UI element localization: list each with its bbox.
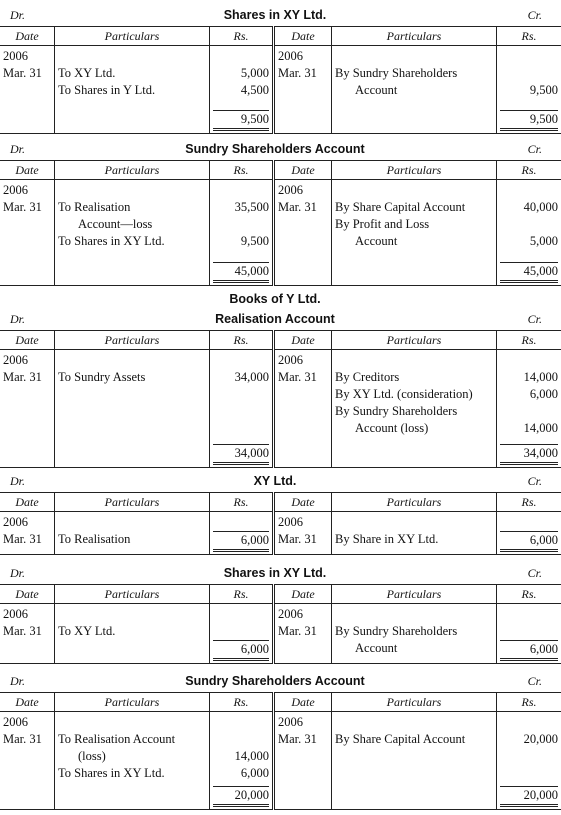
account-title: Sundry Shareholders Account <box>185 142 365 156</box>
amount: 9,500 <box>240 234 269 248</box>
particular: Account <box>355 83 398 97</box>
rs-header: Rs. <box>497 27 561 46</box>
rs-header: Rs. <box>210 27 274 46</box>
cr-label: Cr. <box>527 566 542 580</box>
account-header <box>0 672 550 692</box>
year: 2006 <box>278 49 303 63</box>
credit-particulars <box>332 46 497 108</box>
particular: By Profit and Loss <box>335 217 430 231</box>
credit-date <box>274 350 332 442</box>
column-headers <box>0 493 561 512</box>
account-header <box>0 140 550 160</box>
debit-amounts <box>210 350 274 442</box>
dr-label: Dr. <box>10 674 26 688</box>
debit-amounts <box>210 180 274 260</box>
year: 2006 <box>278 715 303 729</box>
year: 2006 <box>3 353 28 367</box>
particular: To XY Ltd. <box>58 66 116 80</box>
particular: By Sundry Shareholders <box>335 66 458 80</box>
rs-header: Rs. <box>210 161 274 180</box>
total-row <box>0 108 561 134</box>
particular: By Creditors <box>335 370 400 384</box>
credit-amounts <box>497 180 561 260</box>
total-debit: 45,000 <box>213 262 269 283</box>
total-row <box>0 260 561 286</box>
day: Mar. 31 <box>278 200 317 214</box>
column-headers <box>0 585 561 604</box>
rs-header: Rs. <box>497 585 561 604</box>
particular: By Sundry Shareholders <box>335 624 458 638</box>
debit-date <box>0 46 55 108</box>
amount: 9,500 <box>529 83 558 97</box>
column-headers <box>0 693 561 712</box>
amount: 40,000 <box>523 200 558 214</box>
account-sundry-shareholders-2 <box>0 672 558 810</box>
particulars-header: Particulars <box>55 585 210 604</box>
account-header <box>0 310 550 330</box>
rs-header: Rs. <box>210 331 274 350</box>
particular: By Sundry Shareholders <box>335 404 458 418</box>
particular: Account <box>355 234 398 248</box>
column-headers <box>0 161 561 180</box>
date-header: Date <box>0 493 55 512</box>
column-headers <box>0 27 561 46</box>
amount: 6,000 <box>213 531 269 552</box>
rs-header: Rs. <box>497 493 561 512</box>
date-header: Date <box>274 331 332 350</box>
ledger-table <box>0 492 561 555</box>
date-header: Date <box>0 161 55 180</box>
particular: To Shares in Y Ltd. <box>58 83 156 97</box>
ledger-table <box>0 330 561 468</box>
rs-header: Rs. <box>497 331 561 350</box>
total-debit: 9,500 <box>213 110 269 131</box>
debit-amounts <box>210 512 274 555</box>
particular: By Share Capital Account <box>335 200 466 214</box>
debit-amounts <box>210 604 274 664</box>
particulars-header: Particulars <box>332 161 497 180</box>
total-debit: 34,000 <box>213 444 269 465</box>
date-header: Date <box>0 27 55 46</box>
day: Mar. 31 <box>278 624 317 638</box>
particular: To Realisation Account <box>58 732 176 746</box>
account-header <box>0 6 550 26</box>
account-realisation <box>0 310 558 468</box>
total-credit: 34,000 <box>500 444 558 465</box>
credit-amounts <box>497 512 561 555</box>
date-header: Date <box>0 585 55 604</box>
debit-particulars <box>55 350 210 442</box>
account-title: Sundry Shareholders Account <box>185 674 365 688</box>
particular: By Share Capital Account <box>335 732 466 746</box>
year: 2006 <box>3 183 28 197</box>
particulars-header: Particulars <box>55 331 210 350</box>
account-xy-ltd <box>0 472 558 555</box>
year: 2006 <box>278 607 303 621</box>
particular: To Sundry Assets <box>58 370 146 384</box>
account-shares-in-xy-1 <box>0 6 558 134</box>
amount: 6,000 <box>240 766 269 780</box>
entry-row <box>0 46 561 108</box>
dr-label: Dr. <box>10 142 26 156</box>
rs-header: Rs. <box>497 161 561 180</box>
entry-row <box>0 180 561 260</box>
particulars-header: Particulars <box>55 693 210 712</box>
account-shares-in-xy-2 <box>0 564 558 664</box>
cr-label: Cr. <box>527 674 542 688</box>
particular: Account (loss) <box>355 421 429 435</box>
date-header: Date <box>0 331 55 350</box>
particulars-header: Particulars <box>332 27 497 46</box>
date-header: Date <box>274 27 332 46</box>
amount: 34,000 <box>234 370 269 384</box>
credit-amounts <box>497 46 561 108</box>
entry-row <box>0 512 561 555</box>
year: 2006 <box>278 183 303 197</box>
total-credit: 20,000 <box>500 786 558 807</box>
particulars-header: Particulars <box>55 27 210 46</box>
particulars-header: Particulars <box>55 161 210 180</box>
amount: 6,000 <box>500 531 558 552</box>
amount: 14,000 <box>523 421 558 435</box>
day: Mar. 31 <box>3 370 42 384</box>
cr-label: Cr. <box>527 474 542 488</box>
credit-date <box>274 604 332 664</box>
debit-amounts <box>210 46 274 108</box>
date-header: Date <box>274 693 332 712</box>
particulars-header: Particulars <box>55 493 210 512</box>
particulars-header: Particulars <box>332 693 497 712</box>
particular: By Share in XY Ltd. <box>335 532 439 546</box>
year: 2006 <box>278 515 303 529</box>
total-credit: 45,000 <box>500 262 558 283</box>
rs-header: Rs. <box>210 693 274 712</box>
debit-particulars <box>55 46 210 108</box>
cr-label: Cr. <box>527 8 542 22</box>
cr-label: Cr. <box>527 312 542 326</box>
cr-label: Cr. <box>527 142 542 156</box>
debit-date <box>0 180 55 260</box>
date-header: Date <box>0 693 55 712</box>
year: 2006 <box>278 353 303 367</box>
entry-row <box>0 712 561 785</box>
particular: (loss) <box>78 749 106 763</box>
amount: 6,000 <box>213 640 269 661</box>
rs-header: Rs. <box>210 493 274 512</box>
debit-date <box>0 712 55 785</box>
particulars-header: Particulars <box>332 331 497 350</box>
amount: 6,000 <box>529 387 558 401</box>
day: Mar. 31 <box>278 66 317 80</box>
date-header: Date <box>274 493 332 512</box>
credit-date <box>274 46 332 108</box>
debit-date <box>0 512 55 555</box>
books-heading: Books of Y Ltd. <box>229 292 321 306</box>
amount: 4,500 <box>240 83 269 97</box>
particular: Account—loss <box>78 217 153 231</box>
particular: To Realisation <box>58 532 131 546</box>
credit-particulars <box>332 512 497 555</box>
ledger-table <box>0 26 561 134</box>
total-credit: 9,500 <box>500 110 558 131</box>
account-header <box>0 564 550 584</box>
account-header <box>0 472 550 492</box>
credit-particulars <box>332 604 497 664</box>
debit-amounts <box>210 712 274 785</box>
particular: To Realisation <box>58 200 131 214</box>
ledger-table <box>0 692 561 810</box>
particular: To Shares in XY Ltd. <box>58 766 165 780</box>
account-title: Realisation Account <box>215 312 335 326</box>
rs-header: Rs. <box>210 585 274 604</box>
column-headers <box>0 331 561 350</box>
account-title: Shares in XY Ltd. <box>223 566 327 580</box>
amount: 14,000 <box>234 749 269 763</box>
amount: 6,000 <box>500 640 558 661</box>
amount: 14,000 <box>523 370 558 384</box>
amount: 35,500 <box>234 200 269 214</box>
account-title: Shares in XY Ltd. <box>223 8 327 22</box>
account-title: XY Ltd. <box>253 474 297 488</box>
debit-particulars <box>55 712 210 785</box>
year: 2006 <box>3 515 28 529</box>
day: Mar. 31 <box>278 370 317 384</box>
year: 2006 <box>3 607 28 621</box>
amount: 5,000 <box>240 66 269 80</box>
entry-row <box>0 604 561 664</box>
amount: 5,000 <box>529 234 558 248</box>
dr-label: Dr. <box>10 566 26 580</box>
day: Mar. 31 <box>3 66 42 80</box>
particular: To XY Ltd. <box>58 624 116 638</box>
particulars-header: Particulars <box>332 585 497 604</box>
date-header: Date <box>274 161 332 180</box>
day: Mar. 31 <box>278 532 317 546</box>
account-sundry-shareholders-1 <box>0 140 558 286</box>
entry-row <box>0 350 561 442</box>
total-row <box>0 442 561 468</box>
debit-date <box>0 350 55 442</box>
dr-label: Dr. <box>10 8 26 22</box>
year: 2006 <box>3 715 28 729</box>
particular: Account <box>355 641 398 655</box>
total-debit: 20,000 <box>213 786 269 807</box>
ledger-table <box>0 584 561 664</box>
credit-amounts <box>497 604 561 664</box>
day: Mar. 31 <box>3 200 42 214</box>
dr-label: Dr. <box>10 312 26 326</box>
debit-date <box>0 604 55 664</box>
day: Mar. 31 <box>278 732 317 746</box>
credit-date <box>274 512 332 555</box>
dr-label: Dr. <box>10 474 26 488</box>
rs-header: Rs. <box>497 693 561 712</box>
day: Mar. 31 <box>3 624 42 638</box>
particular: To Shares in XY Ltd. <box>58 234 165 248</box>
particulars-header: Particulars <box>332 493 497 512</box>
credit-amounts <box>497 712 561 785</box>
credit-particulars <box>332 712 497 785</box>
credit-date <box>274 180 332 260</box>
debit-particulars <box>55 180 210 260</box>
amount: 20,000 <box>523 732 558 746</box>
debit-particulars <box>55 512 210 555</box>
credit-date <box>274 712 332 785</box>
total-row <box>0 784 561 810</box>
credit-particulars <box>332 350 497 442</box>
day: Mar. 31 <box>3 532 42 546</box>
ledger-table <box>0 160 561 286</box>
date-header: Date <box>274 585 332 604</box>
credit-particulars <box>332 180 497 260</box>
particular: By XY Ltd. (consideration) <box>335 387 473 401</box>
year: 2006 <box>3 49 28 63</box>
day: Mar. 31 <box>3 732 42 746</box>
credit-amounts <box>497 350 561 442</box>
debit-particulars <box>55 604 210 664</box>
